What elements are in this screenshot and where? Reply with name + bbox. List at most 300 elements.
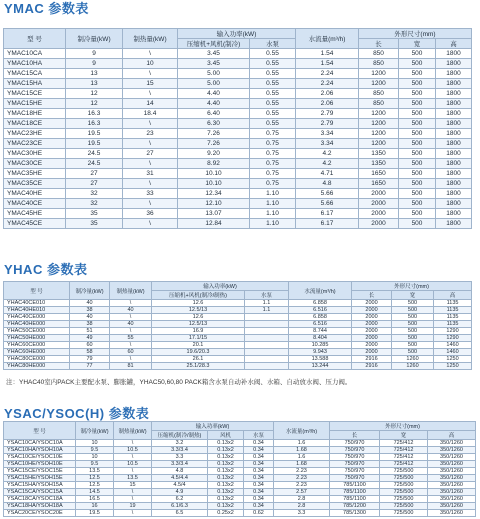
- ymac-table-cell: 35: [66, 209, 123, 219]
- ysac-table-row: [4, 482, 476, 489]
- ysac-table-cell: 0.34: [244, 475, 274, 482]
- yhac-table-cell: YHAC50CE000: [4, 328, 70, 335]
- yhac-table-cell: 25.1/28.3: [152, 363, 245, 370]
- ysac-table-cell: 350/1260: [428, 482, 476, 489]
- ymac-table-cell: \: [123, 49, 178, 59]
- yhac-table-cell: 1290: [434, 328, 472, 335]
- ymac-table-cell: 1200: [359, 139, 399, 149]
- ymac-table-cell: 18.4: [123, 109, 178, 119]
- ymac-table-cell: 2.79: [296, 109, 359, 119]
- ymac-table-cell: 500: [399, 79, 436, 89]
- ysac-table-cell: 725/500: [380, 468, 428, 475]
- ymac-table-cell: 1.10: [250, 219, 296, 229]
- ysac-table-cell: 350/1260: [428, 461, 476, 468]
- ysac-header-height: 高: [428, 431, 476, 440]
- ymac-table-cell: 500: [399, 49, 436, 59]
- ymac-table-cell: 1200: [359, 109, 399, 119]
- ymac-table-cell: 2000: [359, 219, 399, 229]
- ysac-table-row: [4, 503, 476, 510]
- ysac-table-cell: 0.13x2: [208, 468, 244, 475]
- ymac-table-cell: 1800: [436, 99, 472, 109]
- yhac-table-cell: 13.244: [289, 363, 352, 370]
- yhac-table-row: [4, 314, 472, 321]
- yhac-table-cell: YHAC40HE010: [4, 307, 70, 314]
- yhac-table-cell: 2000: [352, 335, 392, 342]
- ysac-table-cell: 6.5: [152, 510, 208, 517]
- ymac-table-cell: 24.5: [66, 149, 123, 159]
- ysac-table-cell: 13.5: [114, 475, 152, 482]
- ymac-table-cell: 1800: [436, 159, 472, 169]
- yhac-table-cell: 1260: [392, 356, 434, 363]
- ysac-table-row: [4, 447, 476, 454]
- ysac-table-cell: 19: [114, 503, 152, 510]
- ymac-table-cell: 0.55: [250, 89, 296, 99]
- yhac-table-cell: 1135: [434, 307, 472, 314]
- ysac-table-cell: 19.5: [76, 510, 114, 517]
- yhac-table-cell: [245, 356, 289, 363]
- yhac-table-cell: 500: [392, 342, 434, 349]
- ysac-header-heating: 制热量(kW): [114, 422, 152, 440]
- yhac-table-cell: 13.588: [289, 356, 352, 363]
- yhac-header-compressor-fan: 压缩机+风机(制冷/制热): [152, 291, 245, 300]
- ysac-table-cell: 4.5/4.4: [152, 475, 208, 482]
- ysac-table-cell: \: [114, 510, 152, 517]
- ymac-table-cell: 1650: [359, 169, 399, 179]
- ysac-table-cell: 350/1260: [428, 440, 476, 447]
- ymac-table-cell: 5.66: [296, 189, 359, 199]
- ymac-table-cell: 4.71: [296, 169, 359, 179]
- ysac-table-cell: \: [114, 454, 152, 461]
- ymac-table-cell: 500: [399, 159, 436, 169]
- yhac-table-row: [4, 349, 472, 356]
- ysac-table-cell: 350/1260: [428, 447, 476, 454]
- ymac-table-cell: 4.40: [178, 89, 250, 99]
- ysac-table-cell: 15: [114, 482, 152, 489]
- ymac-table-row: [4, 79, 472, 89]
- ymac-table-cell: 2.24: [296, 79, 359, 89]
- ysac-table-cell: YSAC10CA/YSOC10A: [4, 440, 76, 447]
- ymac-table-row: [4, 169, 472, 179]
- ysac-table-cell: 9.5: [76, 461, 114, 468]
- ymac-table-cell: 7.26: [178, 139, 250, 149]
- ymac-table-cell: YMAC15CE: [4, 89, 66, 99]
- ymac-table-cell: 0.75: [250, 169, 296, 179]
- yhac-table-cell: 40: [70, 300, 110, 307]
- ymac-table-cell: 2.79: [296, 119, 359, 129]
- ysac-table-cell: 10: [76, 454, 114, 461]
- ysac-table-cell: 350/1260: [428, 503, 476, 510]
- ysac-table-cell: 0.13x2: [208, 447, 244, 454]
- ymac-table-cell: 500: [399, 169, 436, 179]
- ysac-table-cell: YSAC18CA/YSOC18A: [4, 496, 76, 503]
- ymac-table-cell: 9: [66, 59, 123, 69]
- ysac-table-cell: 785/1300: [330, 510, 380, 517]
- ymac-table-cell: 4.8: [296, 179, 359, 189]
- ymac-table-row: [4, 99, 472, 109]
- ysac-table-row: [4, 510, 476, 517]
- yhac-table-cell: 1460: [434, 349, 472, 356]
- ysac-table-cell: 0.34: [244, 468, 274, 475]
- ymac-table-cell: 27: [123, 149, 178, 159]
- ysac-table-cell: 0.13x2: [208, 489, 244, 496]
- ymac-table-cell: 500: [399, 89, 436, 99]
- ymac-table-cell: 500: [399, 139, 436, 149]
- ymac-table-cell: 15: [123, 79, 178, 89]
- ymac-table-cell: 1800: [436, 189, 472, 199]
- yhac-table-cell: 1290: [434, 335, 472, 342]
- ysac-table-cell: 725/500: [380, 489, 428, 496]
- ymac-table-body: [4, 49, 472, 229]
- yhac-note: 注：YHAC40室内PACK主要配水泵、膨胀罐，YHAC50,60,80 PACK箱含水泵自动补水阀、水箱、自动放水阀、压力阀。: [6, 379, 352, 386]
- ysac-table-cell: 350/1260: [428, 510, 476, 517]
- yhac-table-cell: 12.6: [152, 300, 245, 307]
- ymac-table-cell: YMAC15CA: [4, 69, 66, 79]
- ysac-table-cell: 0.13x2: [208, 454, 244, 461]
- ymac-table-cell: 2000: [359, 189, 399, 199]
- ymac-table-cell: 0.55: [250, 59, 296, 69]
- ymac-table-cell: 3.34: [296, 129, 359, 139]
- yhac-table-row: [4, 356, 472, 363]
- yhac-table-cell: 17.1/15: [152, 335, 245, 342]
- ymac-table-cell: YMAC10HA: [4, 59, 66, 69]
- ysac-table-row: [4, 461, 476, 468]
- yhac-table-cell: [245, 314, 289, 321]
- yhac-table-cell: 81: [110, 363, 152, 370]
- ymac-table-cell: YMAC15HA: [4, 79, 66, 89]
- ysac-header-pump: 水泵: [244, 431, 274, 440]
- ysac-table-cell: 4.5/4: [152, 482, 208, 489]
- ysac-table: [3, 421, 476, 517]
- ysac-table-cell: 350/1260: [428, 468, 476, 475]
- ysac-table-row: [4, 496, 476, 503]
- ymac-table-row: [4, 109, 472, 119]
- ymac-table-cell: 14: [123, 99, 178, 109]
- ymac-table-cell: 2.06: [296, 99, 359, 109]
- ysac-table-row: [4, 489, 476, 496]
- ymac-table-cell: 0.55: [250, 69, 296, 79]
- yhac-table-row: [4, 321, 472, 328]
- ymac-table-cell: 3.45: [178, 49, 250, 59]
- ysac-table-cell: 725/500: [380, 496, 428, 503]
- ymac-table-cell: \: [123, 199, 178, 209]
- ysac-table-cell: 9.5: [76, 447, 114, 454]
- yhac-table-cell: 8.744: [289, 328, 352, 335]
- ysac-table-cell: 3.2: [152, 440, 208, 447]
- ysac-table-cell: 785/1100: [330, 482, 380, 489]
- yhac-table-cell: 1135: [434, 314, 472, 321]
- yhac-table-cell: 2000: [352, 314, 392, 321]
- ymac-table-cell: 6.40: [178, 109, 250, 119]
- ymac-header-water-flow: 水流量(m³/h): [296, 29, 359, 49]
- yhac-table-cell: 2000: [352, 342, 392, 349]
- ysac-table-cell: 3.3/3.4: [152, 447, 208, 454]
- ymac-title: YMAC 参数表: [4, 1, 89, 16]
- ymac-table-cell: 16.3: [66, 109, 123, 119]
- ysac-table-cell: 0.25x2: [208, 510, 244, 517]
- ymac-table-cell: 500: [399, 209, 436, 219]
- ysac-table-cell: 725/500: [380, 475, 428, 482]
- ymac-header-input-power: 输入功率(kW): [178, 29, 296, 39]
- ymac-table-cell: 1650: [359, 179, 399, 189]
- ymac-table-cell: \: [123, 89, 178, 99]
- yhac-table-cell: 20.1: [152, 342, 245, 349]
- ysac-table-cell: 0.34: [244, 482, 274, 489]
- ysac-table-cell: 725/500: [380, 510, 428, 517]
- ysac-table-cell: 6.1/6.3: [152, 503, 208, 510]
- ymac-table-cell: 5.00: [178, 79, 250, 89]
- ymac-header-height: 高: [436, 39, 472, 49]
- ymac-table-cell: 10.10: [178, 169, 250, 179]
- ysac-table-cell: 0.13x2: [208, 461, 244, 468]
- yhac-table-cell: 40: [110, 321, 152, 328]
- ymac-table-cell: 500: [399, 149, 436, 159]
- ysac-table-cell: 0.62: [244, 510, 274, 517]
- ysac-table-cell: 1.6: [274, 440, 330, 447]
- ymac-table-cell: 0.75: [250, 129, 296, 139]
- ysac-table-cell: 4.9: [152, 489, 208, 496]
- ymac-table-cell: YMAC35CE: [4, 179, 66, 189]
- ysac-table-cell: \: [114, 468, 152, 475]
- yhac-table-cell: 2000: [352, 349, 392, 356]
- ysac-table-cell: 0.13x2: [208, 475, 244, 482]
- ymac-table-cell: 19.5: [66, 139, 123, 149]
- yhac-header-water-flow: 水流量(m³/h): [289, 282, 352, 300]
- ymac-table-cell: 500: [399, 189, 436, 199]
- ysac-table-cell: 4.8: [152, 468, 208, 475]
- yhac-table-cell: \: [110, 356, 152, 363]
- ysac-table-cell: 750/970: [330, 468, 380, 475]
- yhac-table-cell: 500: [392, 314, 434, 321]
- yhac-table-cell: YHAC40CE000: [4, 314, 70, 321]
- ysac-table-row: [4, 454, 476, 461]
- ysac-table-body: [4, 440, 476, 517]
- ymac-table-cell: 12: [66, 99, 123, 109]
- ymac-table-cell: 1800: [436, 79, 472, 89]
- ymac-table-cell: 1200: [359, 129, 399, 139]
- ysac-table-cell: 2.23: [274, 468, 330, 475]
- ymac-table-cell: 1800: [436, 69, 472, 79]
- ymac-table-row: [4, 149, 472, 159]
- yhac-table-cell: 10.285: [289, 342, 352, 349]
- ymac-table-cell: YMAC15HE: [4, 99, 66, 109]
- ymac-table-cell: 1800: [436, 89, 472, 99]
- ymac-table-row: [4, 89, 472, 99]
- ysac-table-cell: 1.68: [274, 447, 330, 454]
- ysac-table-cell: \: [114, 489, 152, 496]
- ysac-table-cell: 10.5: [114, 447, 152, 454]
- ymac-table-cell: YMAC40HE: [4, 189, 66, 199]
- yhac-table-cell: 1260: [392, 363, 434, 370]
- yhac-table-cell: 1460: [434, 342, 472, 349]
- ysac-table-cell: 785/1200: [330, 503, 380, 510]
- ymac-table-cell: 2000: [359, 209, 399, 219]
- ysac-table-cell: 10.5: [114, 461, 152, 468]
- ymac-table-cell: 32: [66, 189, 123, 199]
- ymac-table-cell: 500: [399, 219, 436, 229]
- ysac-table-cell: YSAC15HE/YSOH15E: [4, 475, 76, 482]
- ymac-table-cell: 0.75: [250, 139, 296, 149]
- ymac-table-row: [4, 119, 472, 129]
- ysac-table-cell: 2.23: [274, 482, 330, 489]
- yhac-table-body: [4, 300, 472, 370]
- ysac-table-cell: 13.5: [76, 468, 114, 475]
- ymac-table-row: [4, 69, 472, 79]
- ymac-table-cell: YMAC35HE: [4, 169, 66, 179]
- yhac-table-cell: 8.404: [289, 335, 352, 342]
- yhac-table-row: [4, 342, 472, 349]
- ysac-table-cell: 16: [76, 503, 114, 510]
- ymac-table-cell: 12: [66, 89, 123, 99]
- ymac-table-row: [4, 179, 472, 189]
- ymac-table-row: [4, 59, 472, 69]
- ysac-header-fan: 风机: [208, 431, 244, 440]
- ymac-table-cell: 1800: [436, 169, 472, 179]
- yhac-table-cell: 58: [70, 349, 110, 356]
- ysac-header-input-power: 输入功率(kW): [152, 422, 274, 431]
- ymac-table-row: [4, 219, 472, 229]
- ysac-table-cell: 0.34: [244, 454, 274, 461]
- yhac-table-cell: [245, 321, 289, 328]
- yhac-table-cell: 38: [70, 307, 110, 314]
- yhac-table-cell: YHAC40HE000: [4, 321, 70, 328]
- ymac-table-cell: 850: [359, 99, 399, 109]
- yhac-table-cell: 500: [392, 300, 434, 307]
- ymac-table-cell: YMAC45HE: [4, 209, 66, 219]
- ymac-table-cell: YMAC10CA: [4, 49, 66, 59]
- ymac-header-model: 型 号: [4, 29, 66, 49]
- ymac-table-cell: 32: [66, 199, 123, 209]
- ymac-table-cell: 16.3: [66, 119, 123, 129]
- ymac-header-compressor-fan: 压缩机+风机(制冷): [178, 39, 250, 49]
- ymac-table-cell: 24.5: [66, 159, 123, 169]
- yhac-table-cell: 500: [392, 307, 434, 314]
- ysac-table-cell: 0.34: [244, 447, 274, 454]
- ysac-header-water-flow: 水流量(m³/h): [274, 422, 330, 440]
- ymac-table-cell: 0.75: [250, 179, 296, 189]
- ysac-table-row: [4, 475, 476, 482]
- ymac-table-cell: 36: [123, 209, 178, 219]
- ymac-table-cell: YMAC40CE: [4, 199, 66, 209]
- ysac-table-cell: 725/500: [380, 482, 428, 489]
- yhac-header-height: 高: [434, 291, 472, 300]
- ysac-table-cell: 12.5: [76, 482, 114, 489]
- yhac-header-heating: 制热量(kW): [110, 282, 152, 300]
- ysac-table-cell: 350/1260: [428, 454, 476, 461]
- yhac-table-row: [4, 307, 472, 314]
- yhac-table-row: [4, 328, 472, 335]
- ysac-header-model: 型 号: [4, 422, 76, 440]
- yhac-table-cell: 500: [392, 349, 434, 356]
- ysac-header-dimensions: 外形尺寸(mm): [330, 422, 476, 431]
- ymac-table-cell: YMAC30HE: [4, 149, 66, 159]
- ymac-table-cell: 1200: [359, 119, 399, 129]
- yhac-table-cell: 500: [392, 321, 434, 328]
- ysac-table-cell: YSAC15CA/YSOC15A: [4, 489, 76, 496]
- ymac-table-cell: 1800: [436, 49, 472, 59]
- ysac-table-row: [4, 440, 476, 447]
- ysac-table-cell: 725/412: [380, 454, 428, 461]
- ymac-table-cell: 500: [399, 59, 436, 69]
- ymac-header-pump: 水泵: [250, 39, 296, 49]
- ymac-table-cell: 500: [399, 129, 436, 139]
- ymac-table-cell: 0.55: [250, 109, 296, 119]
- ymac-table-cell: 4.2: [296, 149, 359, 159]
- yhac-table-cell: \: [110, 300, 152, 307]
- yhac-table-cell: 1250: [434, 363, 472, 370]
- ysac-table-cell: 2.8: [274, 503, 330, 510]
- yhac-table-cell: 2000: [352, 328, 392, 335]
- yhac-header-width: 宽: [392, 291, 434, 300]
- ymac-table-cell: 2000: [359, 199, 399, 209]
- yhac-table-cell: 38: [70, 321, 110, 328]
- ysac-header-cooling: 制冷量(kW): [76, 422, 114, 440]
- yhac-table-cell: 12.6: [152, 314, 245, 321]
- ysac-header-compressor: 压缩机(制冷/制热): [152, 431, 208, 440]
- ymac-table-cell: YMAC18CE: [4, 119, 66, 129]
- ymac-table-row: [4, 209, 472, 219]
- yhac-table-cell: 500: [392, 328, 434, 335]
- yhac-table-cell: [245, 335, 289, 342]
- yhac-table-cell: 12.5/13: [152, 307, 245, 314]
- yhac-table-cell: 1.1: [245, 307, 289, 314]
- ymac-table-cell: 850: [359, 49, 399, 59]
- ysac-table-cell: 750/970: [330, 461, 380, 468]
- ymac-table-cell: \: [123, 219, 178, 229]
- yhac-table-cell: 79: [70, 356, 110, 363]
- ysac-table-cell: 725/500: [380, 503, 428, 510]
- yhac-table-cell: 1.1: [245, 300, 289, 307]
- ymac-header-dimensions: 外形尺寸(mm): [359, 29, 472, 39]
- yhac-table-cell: 16.9: [152, 328, 245, 335]
- yhac-table-cell: [245, 363, 289, 370]
- ymac-table-cell: 0.55: [250, 99, 296, 109]
- yhac-table-cell: [245, 349, 289, 356]
- ymac-table-cell: 1800: [436, 139, 472, 149]
- ymac-table-cell: 12.10: [178, 199, 250, 209]
- yhac-title: YHAC 参数表: [4, 262, 88, 277]
- ymac-table-cell: 1.10: [250, 199, 296, 209]
- ymac-table-cell: \: [123, 159, 178, 169]
- ysac-table-cell: 1.6: [274, 454, 330, 461]
- yhac-table-cell: 2916: [352, 363, 392, 370]
- ymac-table-cell: 1800: [436, 119, 472, 129]
- yhac-table-cell: YHAC40CE010: [4, 300, 70, 307]
- ymac-table-cell: \: [123, 119, 178, 129]
- ymac-table: [3, 28, 472, 229]
- ymac-table-cell: 1200: [359, 69, 399, 79]
- yhac-table-cell: 51: [70, 328, 110, 335]
- ymac-table-cell: 2.24: [296, 69, 359, 79]
- ymac-table-cell: 9.20: [178, 149, 250, 159]
- ymac-table-cell: 8.92: [178, 159, 250, 169]
- ymac-table-row: [4, 139, 472, 149]
- ymac-table-cell: 6.17: [296, 209, 359, 219]
- yhac-table-cell: \: [110, 328, 152, 335]
- ymac-table-cell: 500: [399, 119, 436, 129]
- ymac-table-cell: 27: [66, 169, 123, 179]
- ymac-table-cell: YMAC30CE: [4, 159, 66, 169]
- ysac-table-cell: 350/1260: [428, 475, 476, 482]
- yhac-table-cell: [245, 342, 289, 349]
- yhac-table-cell: 6.858: [289, 314, 352, 321]
- yhac-table-cell: 60: [110, 349, 152, 356]
- ymac-table-cell: 1800: [436, 219, 472, 229]
- yhac-table-cell: 1250: [434, 356, 472, 363]
- yhac-header-cooling: 制冷量(kW): [70, 282, 110, 300]
- ymac-table-cell: \: [123, 179, 178, 189]
- ymac-table-cell: 10: [123, 59, 178, 69]
- yhac-table-cell: 55: [110, 335, 152, 342]
